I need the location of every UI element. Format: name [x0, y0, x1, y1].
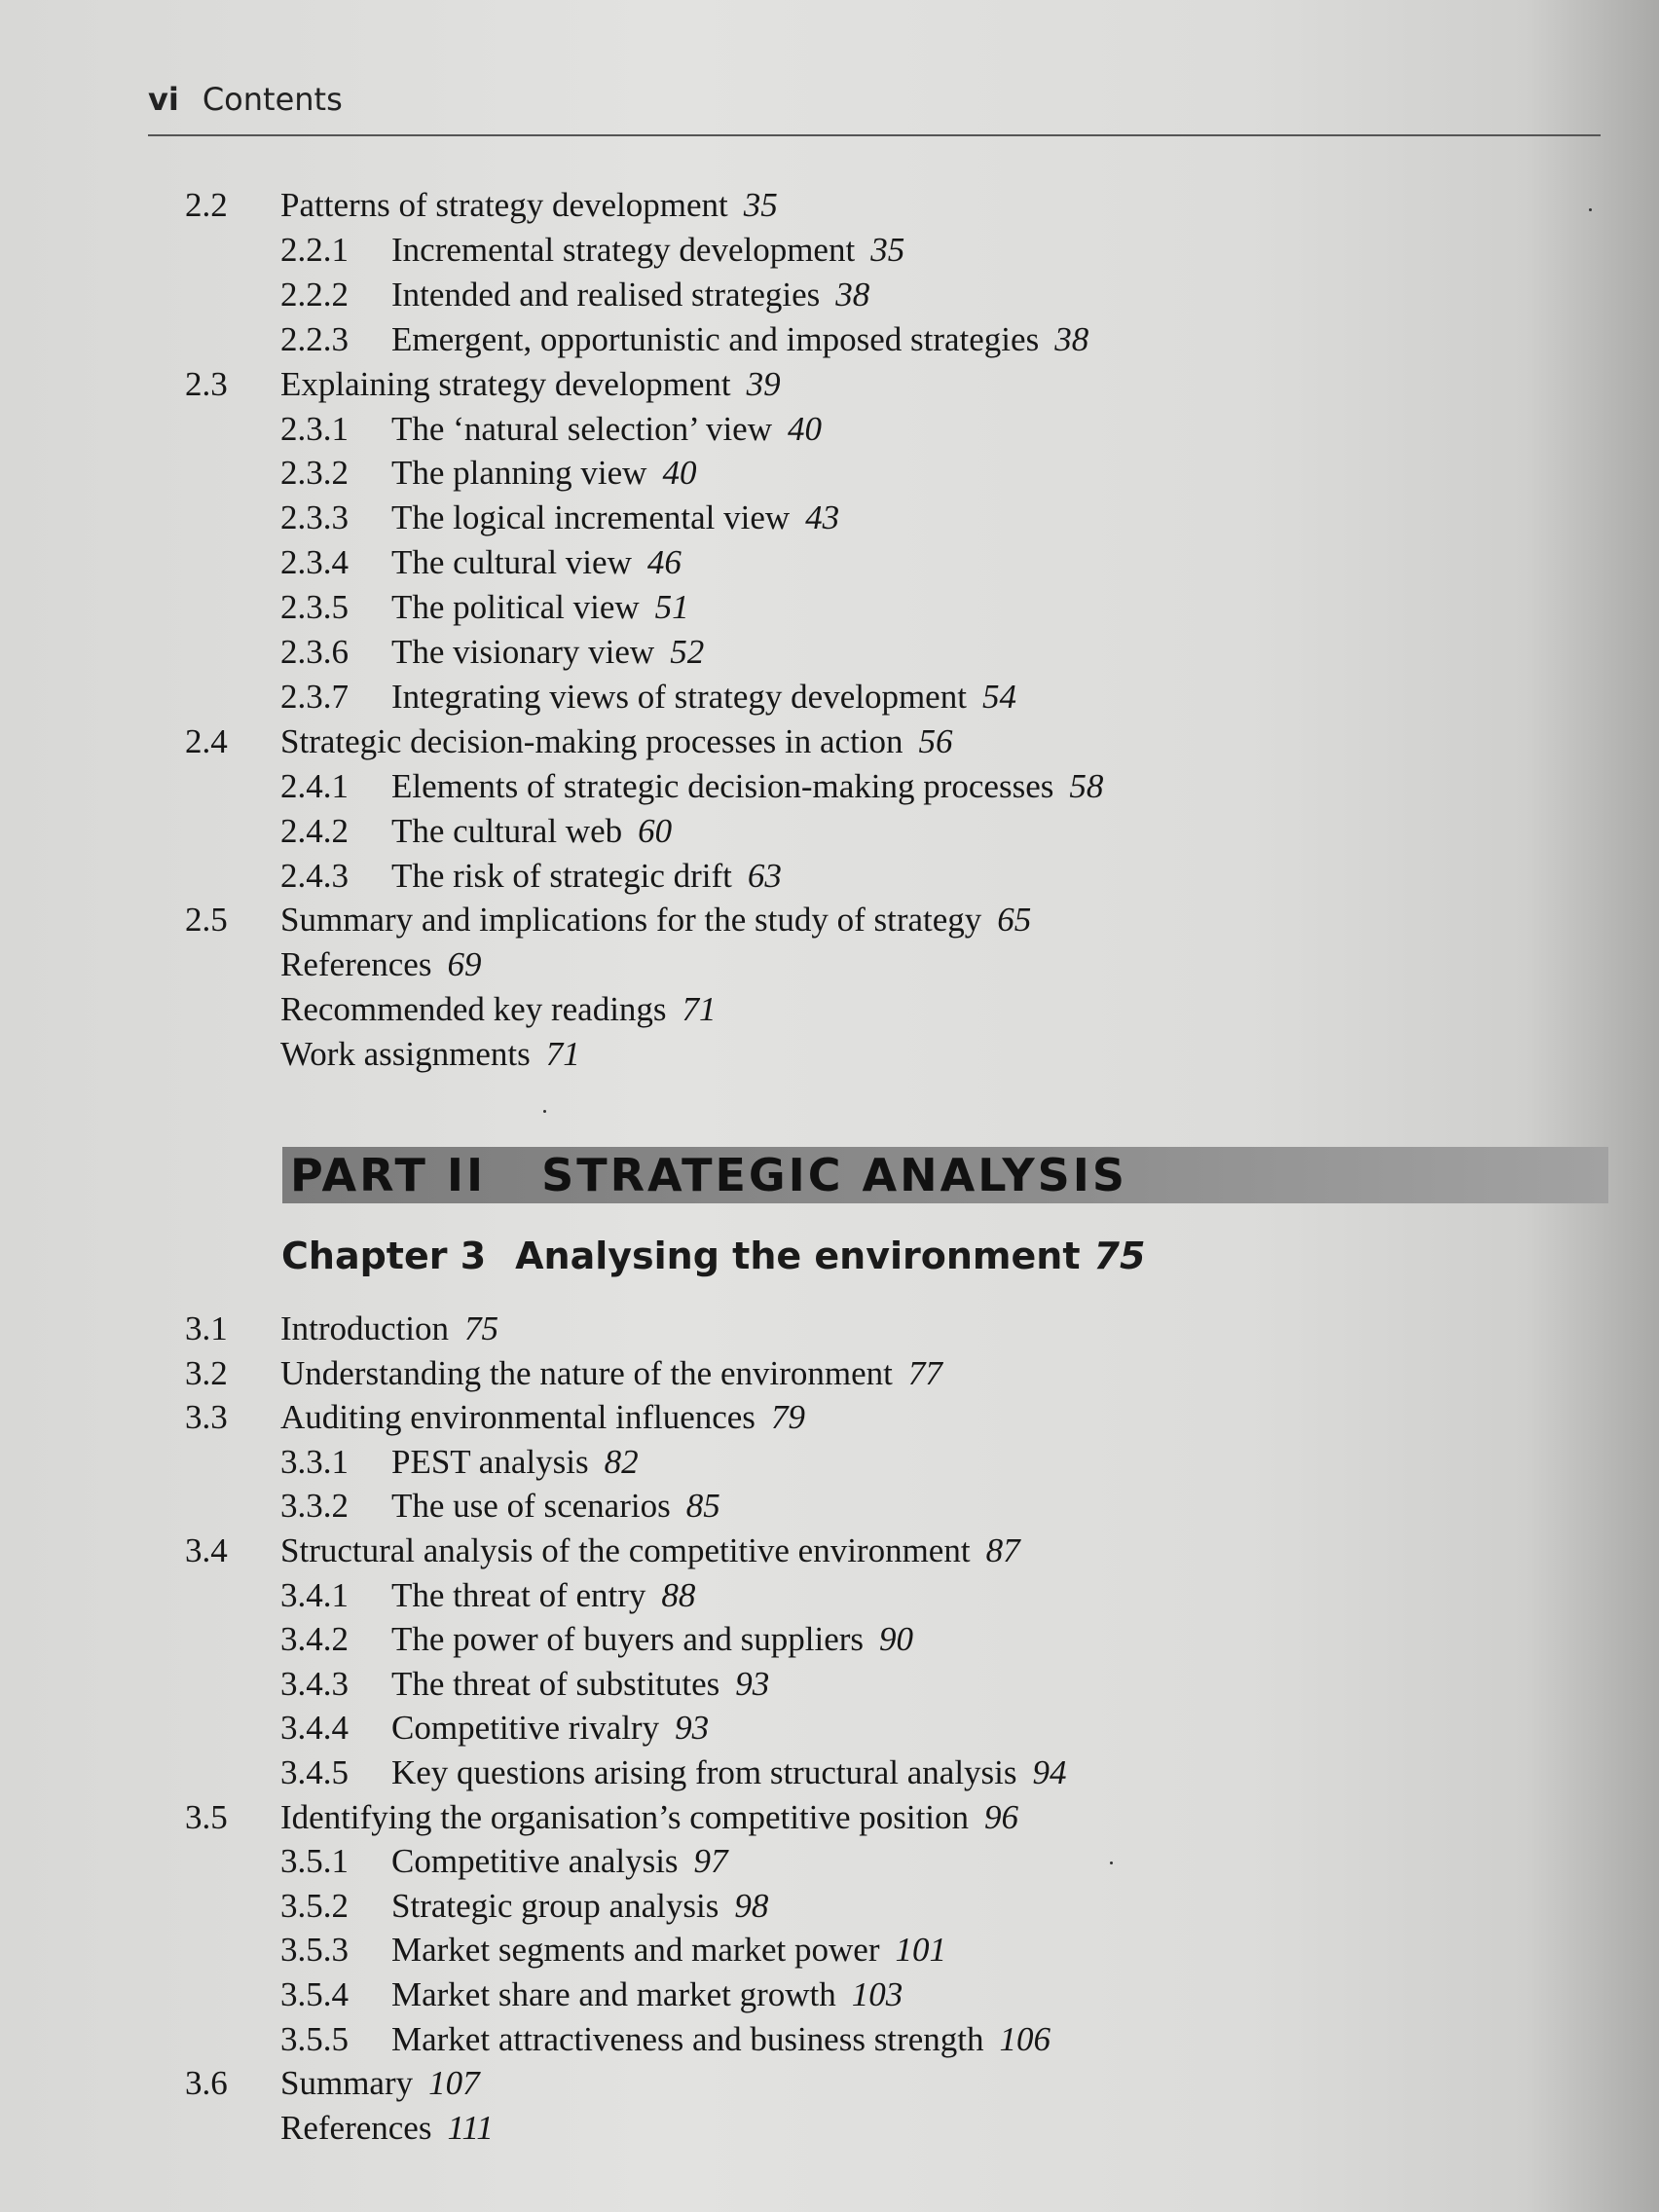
- toc-entry-number: 2.4.1: [280, 766, 349, 805]
- toc-entry-page: 54: [981, 677, 1016, 716]
- toc-entry-text: References: [280, 945, 432, 984]
- toc-entry-number: 2.2: [185, 186, 228, 224]
- toc-entry-title: [280, 1307, 498, 1351]
- toc-entry-text: Structural analysis of the competitive environment: [280, 1531, 971, 1569]
- running-header: [148, 81, 343, 118]
- toc-entry-text: Market segments and market power: [391, 1931, 880, 1970]
- toc-entry-title: [391, 630, 704, 675]
- chapter-title: Analysing the environment: [515, 1235, 1081, 1277]
- chapter-number: Chapter 3: [281, 1235, 487, 1277]
- toc-entry-title: [391, 451, 696, 496]
- header-title: Contents: [202, 81, 343, 118]
- toc-entry-page: 35: [870, 230, 905, 269]
- toc-entry-number: 2.3.2: [280, 454, 349, 493]
- toc-entry-title: [391, 1662, 769, 1707]
- toc-entry-text: The planning view: [391, 454, 647, 493]
- toc-entry-title: [391, 317, 1088, 362]
- toc-entry-page: 82: [604, 1442, 639, 1481]
- toc-entry-number: 3.6: [185, 2064, 228, 2103]
- toc-entry-number: 3.5.1: [280, 1842, 349, 1881]
- toc-entry-title: [280, 1032, 580, 1077]
- toc-entry-page: 107: [428, 2064, 480, 2103]
- toc-entry-number: 3.5.4: [280, 1975, 349, 2013]
- toc-entry-text: The power of buyers and suppliers: [391, 1620, 865, 1659]
- toc-entry-page: 51: [654, 588, 689, 627]
- toc-entry-page: 93: [735, 1664, 770, 1703]
- toc-entry-number: 3.3.2: [280, 1487, 349, 1526]
- toc-entry-page: 60: [638, 811, 673, 850]
- toc-entry-text: Introduction: [280, 1309, 450, 1347]
- toc-entry-page: 35: [743, 186, 778, 224]
- toc-entry-page: 98: [734, 1886, 769, 1925]
- toc-entry-text: Patterns of strategy development: [280, 186, 728, 224]
- toc-entry-text: Market attractiveness and business strength: [391, 2019, 984, 2058]
- toc-entry-title: [391, 1751, 1067, 1795]
- dust-speck: [543, 1110, 546, 1113]
- toc-entry-text: Elements of strategic decision-making processes: [391, 766, 1054, 805]
- toc-entry-number: 2.3: [185, 364, 228, 403]
- toc-entry-title: [391, 1706, 709, 1751]
- chapter-page: 75: [1093, 1235, 1146, 1277]
- toc-entry-number: 2.5: [185, 901, 228, 940]
- toc-entry-number: 3.5.3: [280, 1931, 349, 1970]
- toc-entry-page: 96: [984, 1797, 1019, 1836]
- toc-entry-title: [391, 1484, 720, 1529]
- toc-entry-page: 90: [879, 1620, 914, 1659]
- toc-entry-text: The threat of substitutes: [391, 1664, 720, 1703]
- toc-entry-title: [280, 1795, 1018, 1840]
- toc-entry-page: 63: [747, 856, 782, 895]
- toc-entry-page: 103: [851, 1975, 903, 2013]
- page-number: vi: [148, 81, 179, 118]
- toc-entry-text: References: [280, 2108, 432, 2147]
- toc-entry-number: 2.3.7: [280, 677, 349, 716]
- toc-entry-text: Identifying the organisation’s competitive position: [280, 1797, 970, 1836]
- toc-entry-number: 2.4: [185, 721, 228, 760]
- toc-entry-number: 3.5: [185, 1797, 228, 1836]
- toc-entry-title: [280, 1351, 942, 1396]
- toc-entry-number: 2.2.3: [280, 319, 349, 358]
- toc-entry-page: 101: [895, 1931, 947, 1970]
- toc-entry-page: 43: [805, 498, 840, 537]
- toc-entry-text: The ‘natural selection’ view: [391, 409, 772, 448]
- toc-entry-title: [391, 273, 869, 317]
- toc-entry-page: 85: [685, 1487, 720, 1526]
- toc-entry-page: 106: [999, 2019, 1051, 2058]
- toc-entry-page: 65: [997, 901, 1032, 940]
- toc-entry-title: [391, 809, 672, 854]
- toc-entry-title: [280, 362, 781, 407]
- toc-entry-title: [391, 1617, 913, 1662]
- toc-entry-number: 2.3.5: [280, 588, 349, 627]
- toc-entry-text: Emergent, opportunistic and imposed strategies: [391, 319, 1040, 358]
- toc-entry-text: Incremental strategy development: [391, 230, 856, 269]
- toc-entry-text: Recommended key readings: [280, 990, 667, 1029]
- toc-entry-title: [391, 407, 822, 452]
- toc-entry-page: 40: [662, 454, 697, 493]
- toc-entry-title: [391, 585, 689, 630]
- toc-entry-title: [280, 719, 953, 764]
- toc-entry-number: 3.5.5: [280, 2019, 349, 2058]
- toc-entry-page: 93: [675, 1709, 710, 1748]
- toc-entry-page: 111: [447, 2108, 494, 2147]
- toc-entry-number: 3.1: [185, 1309, 228, 1347]
- toc-entry-title: [391, 496, 839, 540]
- toc-entry-title: [391, 228, 904, 273]
- toc-entry-page: 75: [464, 1309, 499, 1347]
- toc-entry-page: 71: [545, 1035, 580, 1074]
- toc-entry-number: 3.4: [185, 1531, 228, 1569]
- dust-speck: [1110, 1862, 1113, 1864]
- toc-entry-page: 77: [907, 1353, 942, 1392]
- toc-entry-title: [391, 1440, 639, 1485]
- toc-entry-page: 79: [770, 1398, 805, 1437]
- toc-entry-text: Strategic group analysis: [391, 1886, 719, 1925]
- toc-entry-title: [280, 898, 1031, 942]
- toc-entry-number: 3.4.4: [280, 1709, 349, 1748]
- toc-entry-title: [391, 1573, 695, 1618]
- toc-entry-page: 94: [1032, 1753, 1067, 1791]
- toc-entry-page: 87: [985, 1531, 1020, 1569]
- dust-speck: [1589, 208, 1592, 211]
- toc-entry-number: 3.3.1: [280, 1442, 349, 1481]
- toc-entry-number: 3.4.3: [280, 1664, 349, 1703]
- toc-entry-text: Understanding the nature of the environment: [280, 1353, 893, 1392]
- toc-entry-page: 56: [918, 721, 953, 760]
- toc-entry-page: 46: [646, 543, 682, 582]
- toc-entry-title: [280, 1529, 1020, 1573]
- toc-entry-number: 2.3.6: [280, 633, 349, 671]
- toc-entry-title: [280, 942, 481, 987]
- toc-entry-title: [280, 2061, 480, 2106]
- toc-entry-text: Integrating views of strategy development: [391, 677, 967, 716]
- toc-entry-number: 3.3: [185, 1398, 228, 1437]
- toc-entry-page: 52: [670, 633, 705, 671]
- toc-entry-page: 38: [835, 275, 870, 313]
- toc-entry-page: 88: [661, 1575, 696, 1614]
- toc-entry-number: 3.2: [185, 1353, 228, 1392]
- toc-entry-number: 3.4.1: [280, 1575, 349, 1614]
- toc-entry-text: The visionary view: [391, 633, 655, 671]
- toc-entry-title: [391, 1839, 728, 1884]
- toc-entry-text: Summary: [280, 2064, 414, 2103]
- toc-entry-title: [280, 2106, 494, 2151]
- toc-entry-text: The cultural view: [391, 543, 632, 582]
- part-banner: [282, 1147, 1608, 1203]
- toc-entry-number: 2.2.1: [280, 230, 349, 269]
- toc-entry-text: The use of scenarios: [391, 1487, 671, 1526]
- toc-entry-title: [391, 1884, 768, 1929]
- toc-entry-page: 71: [682, 990, 717, 1029]
- toc-entry-title: [280, 987, 717, 1032]
- toc-entry-text: The risk of strategic drift: [391, 856, 732, 895]
- toc-entry-number: 2.3.1: [280, 409, 349, 448]
- toc-entry-title: [391, 764, 1103, 809]
- toc-entry-text: Summary and implications for the study of strategy: [280, 901, 982, 940]
- toc-entry-title: [391, 675, 1016, 719]
- toc-entry-number: 3.5.2: [280, 1886, 349, 1925]
- toc-entry-page: 38: [1054, 319, 1089, 358]
- toc-entry-page: 97: [693, 1842, 728, 1881]
- toc-entry-page: 69: [447, 945, 482, 984]
- part-title: PART II STRATEGIC ANALYSIS: [290, 1149, 1128, 1201]
- toc-entry-title: [391, 1972, 903, 2017]
- toc-entry-page: 58: [1069, 766, 1104, 805]
- toc-entry-text: The cultural web: [391, 811, 623, 850]
- toc-entry-text: Intended and realised strategies: [391, 275, 821, 313]
- toc-entry-text: Competitive rivalry: [391, 1709, 660, 1748]
- toc-entry-text: The logical incremental view: [391, 498, 791, 537]
- toc-entry-text: PEST analysis: [391, 1442, 589, 1481]
- toc-entry-text: Strategic decision-making processes in action: [280, 721, 903, 760]
- toc-entry-title: [391, 540, 682, 585]
- toc-entry-number: 2.3.4: [280, 543, 349, 582]
- toc-entry-title: [280, 1395, 805, 1440]
- toc-entry-text: Market share and market growth: [391, 1975, 836, 2013]
- toc-entry-title: [391, 2017, 1051, 2062]
- toc-entry-page: 39: [746, 364, 781, 403]
- toc-entry-number: 2.4.2: [280, 811, 349, 850]
- toc-entry-text: Auditing environmental influences: [280, 1398, 756, 1437]
- toc-entry-number: 3.4.5: [280, 1753, 349, 1791]
- header-rule: [148, 134, 1601, 136]
- toc-entry-text: Work assignments: [280, 1035, 531, 1074]
- toc-entry-text: The political view: [391, 588, 640, 627]
- toc-entry-number: 3.4.2: [280, 1620, 349, 1659]
- toc-entry-text: The threat of entry: [391, 1575, 646, 1614]
- toc-entry-text: Key questions arising from structural analysis: [391, 1753, 1017, 1791]
- toc-entry-text: Competitive analysis: [391, 1842, 679, 1881]
- toc-entry-title: [391, 854, 782, 899]
- chapter-heading: [281, 1235, 1145, 1277]
- toc-entry-number: 2.4.3: [280, 856, 349, 895]
- toc-entry-page: 40: [787, 409, 822, 448]
- toc-entry-title: [280, 183, 778, 228]
- toc-entry-title: [391, 1928, 946, 1972]
- toc-entry-number: 2.3.3: [280, 498, 349, 537]
- toc-entry-number: 2.2.2: [280, 275, 349, 313]
- toc-entry-text: Explaining strategy development: [280, 364, 731, 403]
